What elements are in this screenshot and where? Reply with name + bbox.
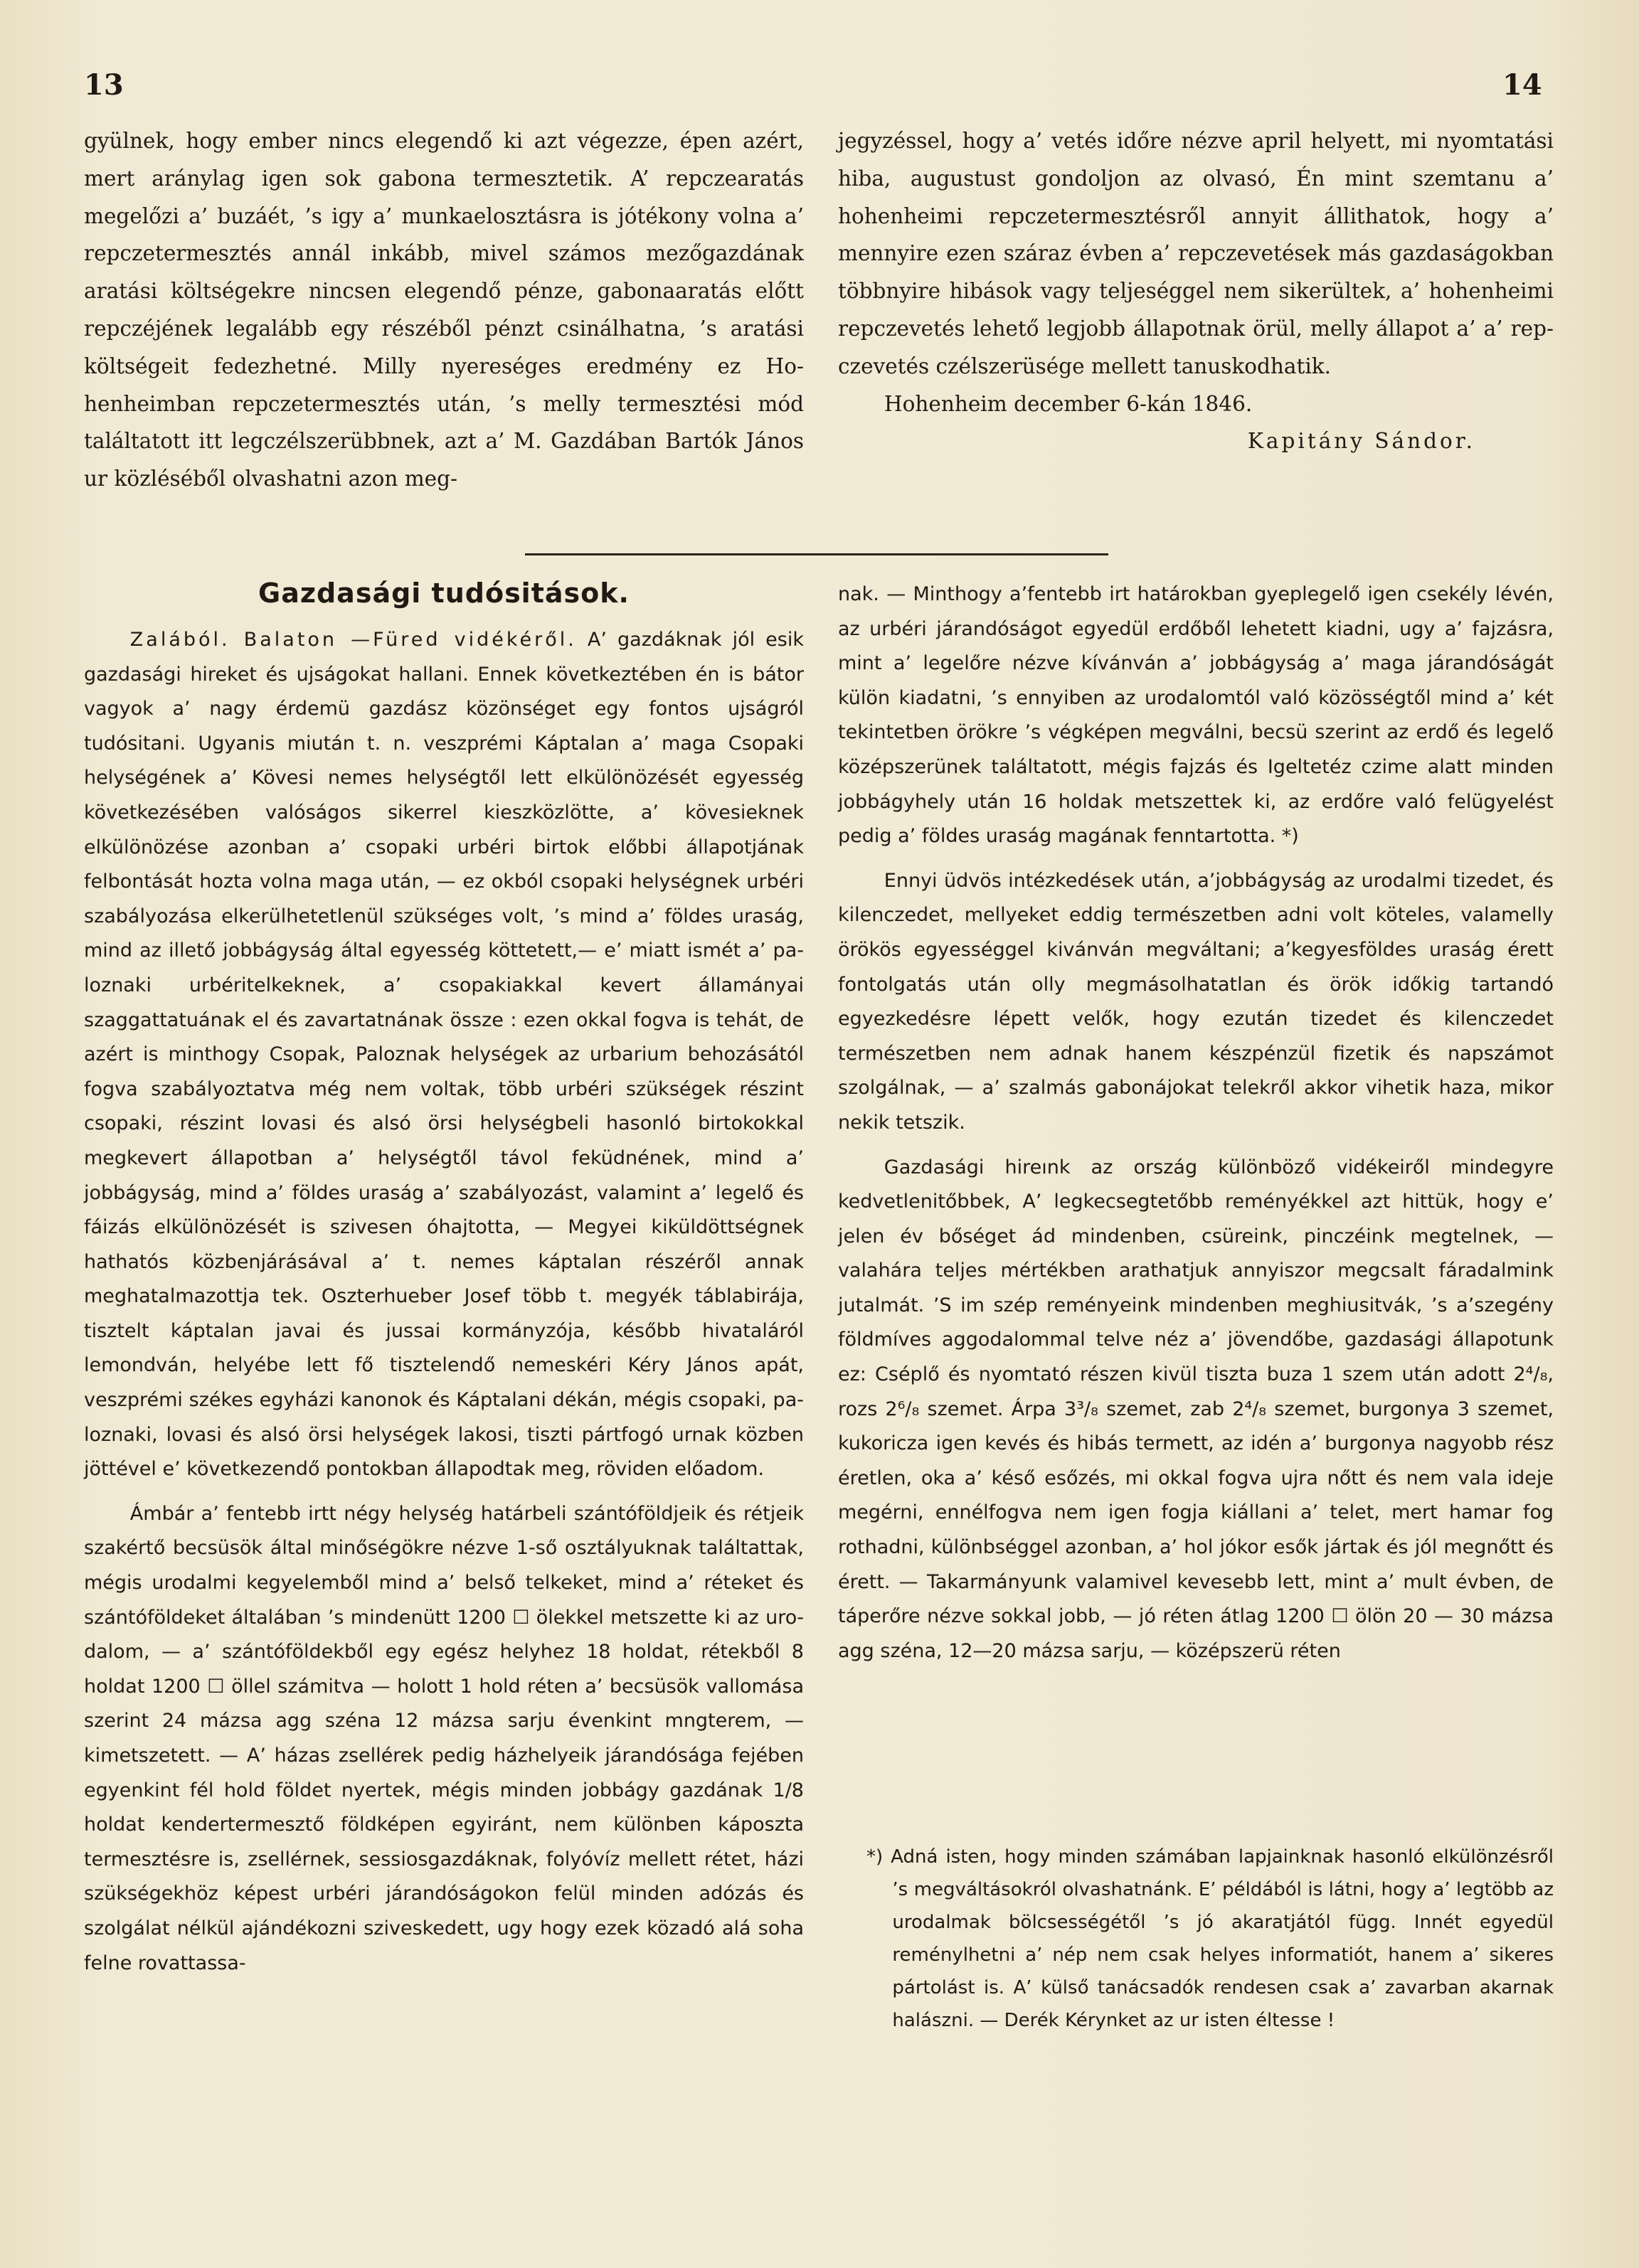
- section-title: Gazdasági tudósitások.: [258, 577, 630, 609]
- report-paragraph-1-text: A’ gazdáknak jól esik gazdasági hireket és ujságokat hallani. Ennek következtében én is bátor vagyok a’ nagy érdemü gazdász közönséget egy fontos ujságról tudósitani. Ugyanis miután t. n. veszprémi Káptalan a’ maga Csopaki helységének a’ Kövesi nemes helységtől lett elkülönözését egyesség következésében valóságos sikerrel kieszközlötte, a’ kövesieknek elkülönözése azonban a’ csopaki urbéri birtok előbbi állapotjának felbontását hozta volna maga után, — ez okból csopaki helységnek urbéri szabályozása elkerülhetetlenül szükséges volt, ’s mind a’ földes uraság, mind az illető jobbágyság által egyesség köttetett,— e’ miatt ismét a’ paloznaki urbéritelkeknek, a’ csopakiakkal kevert államányai szaggattatuának el és zavartatnának össze : ezen okkal fogva is tehát, de azért is minthogy Csopak, Paloznak helységek az urbarium behozásától fogva szabályoztatva még nem voltak, több urbéri szükségek részint csopaki, részint lovasi és alsó örsi helységbeli hasonló birtokokkal megkevert állapotban a’ helységtől távol feküdnének, mind a’ jobbágyság, mind a’ földes uraság a’ szabályozást, valamint a’ legelő és fáizás elkülönözését is szivesen óhajtotta, — Megyei kiküldöttségnek hathatós közbenjárásával a’ t. nemes káptalan részéről annak meghatalmazottja tek. Oszterhueber Josef több t. megyék táblabirája, tisztelt káptalan javai és jussai kormányzója, később hivataláról lemondván, helyébe lett fő tisztelendő nemeskéri Kéry János apát, veszprémi székes egyházi kanonok és Káptalani dékán, mégis csopaki, paloznaki, lovasi és alsó örsi helységek lakosi, tiszti pártfogó urnak közben jöttével e’ következendő pontokban állapodtak meg, röviden előadom.: [84, 629, 804, 1481]
- top-left-column: [84, 122, 804, 498]
- article-dateline: Hohenheim december 6-kán 1846.: [884, 391, 1253, 416]
- footnote-text: *) Adná isten, hogy minden számában lapjainknak hasonló elkülönzésről ’s megváltásokról olvashatnánk. E’ példából is látni, hogy a’ legtöbb az urodalmak bölcsességétől ’s jó akaratjától függ. Innét egyedül reménylhetni a’ nép nem csak helyes informatiót, hanem a’ sikeres pártolást is. A’ külső tanácsadók rendesen csak a’ zavarban akarnak halászni. — Derék Kérynket az ur isten éltesse !: [866, 1846, 1554, 2031]
- bottom-left-column: [84, 623, 804, 1981]
- report-paragraph-5: Gazdasági hireınk az ország különböző vidékeiről mindegyre kedvetlenitőbbek, A’ legkecsegtetőbb reményékkel azt hittük, hogy e’ jelen év bőséget ád mindenben, csüreink, pinczéink megtelnek, — valahára teljes mértékben arathatjuk annyiszor megcsalt fáradalmink jutalmát. ’S im szép reményeink mindenben meghiusitvák, ’s a’szegény földmíves aggodalommal telve néz a’ jövendőbe, gazdasági állapotunk ez: Cséplő és nyomtató részen kivül tiszta buza 1 szem után adott 2⁴/₈, rozs 2⁶/₈ szemet. Árpa 3³/₈ szemet, zab 2⁴/₈ szemet, burgonya 3 szemet, kukoricza igen kevés és hibás termett, az idén a’ burgonya nagyobb rész éretlen, oka a’ késő esőzés, mi okkal fogva ujra nőtt és nem vala ideje megérni, ennélfogva nem igen fogja kiállani a’ telet, mert hamar fog rothadni, különbséggel azonban, a’ hol jókor esők jártak és jól megnőtt és érett. — Takarmányunk valamivel kevesebb lett, mint a’ mult évben, de táperőre nézve sokkal jobb, — jó réten átlag 1200 ☐ ölön 20 — 30 mázsa agg széna, 12—20 mázsa sarju, — középszerü réten: [838, 1156, 1554, 1662]
- report-dateline: Zalából. Balaton —Füred vidékéről.: [129, 629, 577, 651]
- report-paragraph-4: Ennyi üdvös intézkedések után, a’jobbágyság az urodalmi tizedet, és kilenczedet, mellyeket eddig természetben adni volt köteles, valamelly örökös egyességgel kivánván megváltani; a’kegyesföldes uraság érett fontolgatás után olly megmásolhatatlan és örök időkig tartandó egyezkedésre lépett velők, hogy ezután tizedet és kilenczedet természetben nem adnak hanem készpénzül fizetik és napszámot szolgálnak, — a’ szalmás gabonájokat telekről akkor vihetik haza, mikor nekik tetszik.: [838, 869, 1554, 1134]
- bottom-right-column: [838, 577, 1554, 1668]
- report-paragraph-3: nak. — Minthogy a’fentebb irt határokban gyeplegelő igen csekély lévén, az urbéri járandóságot egyedül erdőből lehetett kiadni, ugy a’ fajzásra, mint a’ legelőre nézve kívánván a’ jobbágyság a’ maga járandóságát külön kiadatni, ’s ennyiben az urodalomtól való közösségtől mind a’ két tekintetben örökre ’s végképen megválni, becsü szerint az erdő és legelő középszerünek találtatott, mégis fajzás és Igeltetéz czime alatt minden jobbágyhely után 16 holdak metszettek ki, az erdőre való felügyelést pedig a’ földes uraság magának fenntartotta. *): [838, 583, 1554, 848]
- report-paragraph-2: Ámbár a’ fentebb irtt négy helység határbeli szántóföldjeik és rétjeik szakértő becsüsök által minőségökre nézve 1-ső osztályuknak találtattak, mégis urodalmi kegyelemből mind a’ belső telkeket, mind a’ réteket és szántóföldeket általában ’s mindenütt 1200 ☐ ölekkel metszette ki az urodalom, — a’ szántóföldekből egy egész helyhez 18 holdat, rétekből 8 holdat 1200 ☐ öllel számitva — holott 1 hold réten a’ becsüsök vallomása szerint 24 mázsa agg széna 12 mázsa sarju évenkint mngterem, — kimetszetett. — A’ házas zsellérek pedig házhelyeik járandósága fejében egyenkint fél hold földet nyertek, mégis minden jobbágy gazdának 1/8 holdat kendertermesztő földképen egyiránt, nem különben káposzta termesztésre is, zsellérnek, sessiosgazdáknak, folyóvíz mellett rétet, házi szükségekhöz képest urbéri járandóságokon felül minden adózás és szolgálat nélkül ajándékozni sziveskedett, ugy hogy ezek közadó alá soha felne rovattassa-: [84, 1502, 804, 1974]
- report-paragraph-1: [84, 623, 804, 1487]
- article-signature: Kapitány Sándor.: [1247, 429, 1475, 454]
- article-continuation-left: gyülnek, hogy ember nincs elegendő ki azt végezze, épen azért, mert aránylag igen sok gabona termesztetik. A’ repczearatás megelőzi a’ buzáét, ’s igy a’ munkaelosztásra is jótékony volna a’ repczetermesztés annál inkább, mivel számos mezőgazdának aratási költségekre nincsen elegendő pénze, gabonaaratás előtt repczéjének legalább egy részéből pénzt csinálhatna, ’s aratási költségeit fedezhetné. Milly nyereséges eredmény ez Hohenheimban repczetermesztés után, ’s melly termesztési mód találtatott itt legczélszerübbnek, azt a’ M. Gazdában Bartók János ur közléséből olvashatni azon meg-: [84, 129, 804, 491]
- section-divider: [525, 553, 1108, 555]
- footnote: [866, 1841, 1554, 2037]
- article-continuation-right: jegyzéssel, hogy a’ vetés időre nézve april helyett, mi nyomtatási hiba, augustust gondoljon az olvasó, Én mint szemtanu a’ hohenheimi repczetermesztésről annyit állithatok, hogy a’ mennyire ezen száraz évben a’ repczevetések más gazdaságokban többnyire hibások vagy teljeséggel nem sikerültek, a’ hohenheimi repczevetés lehető legjobb állapotnak örül, melly állapot a’ a’ repczevetés czélszerüsége mellett tanuskodhatik.: [838, 129, 1554, 378]
- page-number-right: 14: [1502, 68, 1542, 102]
- top-right-column: [838, 122, 1554, 460]
- page-number-left: 13: [84, 68, 124, 102]
